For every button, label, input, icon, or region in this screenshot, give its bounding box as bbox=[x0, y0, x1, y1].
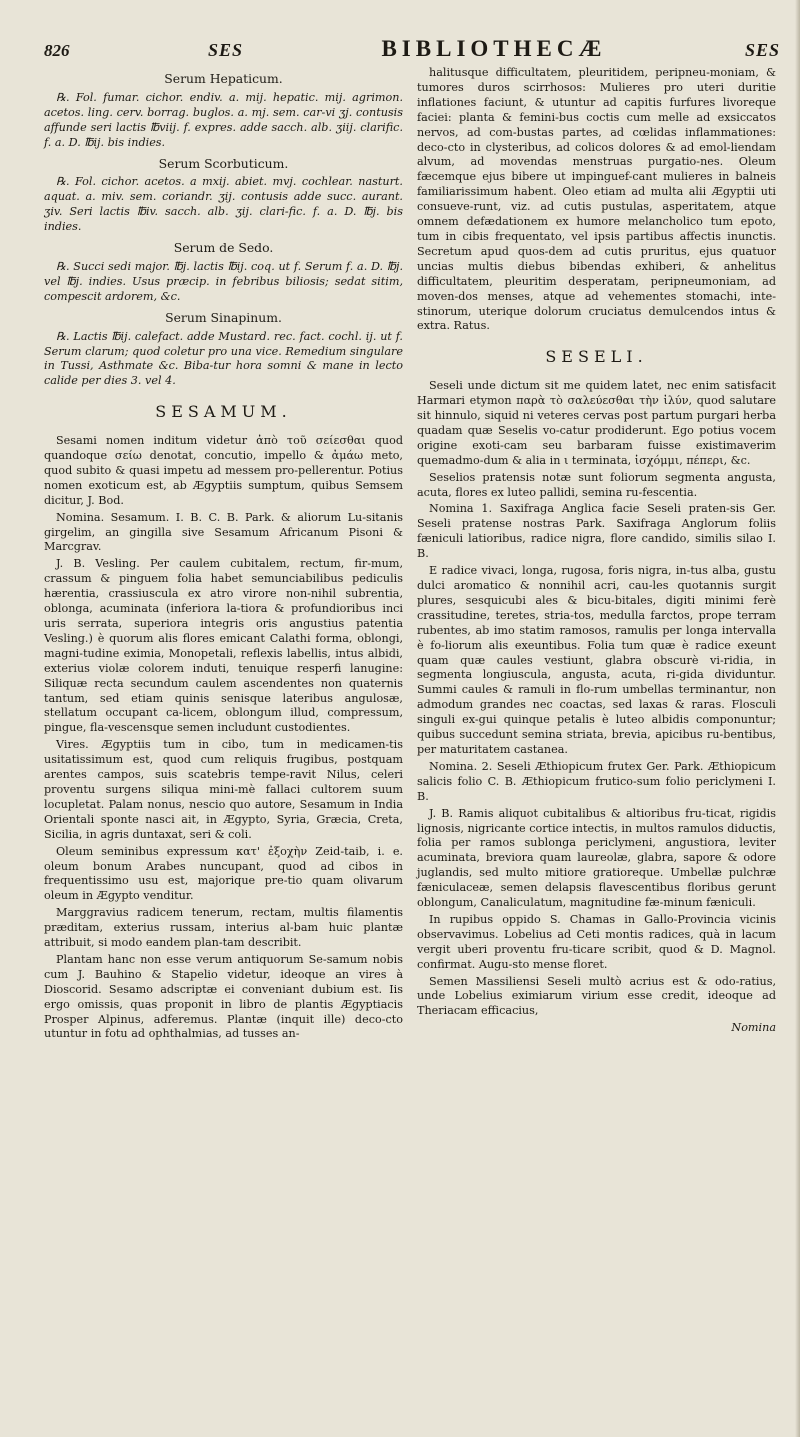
section-heading: Serum Hepaticum. bbox=[164, 71, 283, 86]
recipe-text: ℞. Lactis ℔ij. calefact. adde Mustard. rec. fact. cochl. ij. ut f. Serum clarum; quod coletur pro una vice. Remedium singulare in Tussi, Asthmate &c. Biba-tur hora somni & mane in lecto calide per dies 3. vel 4. bbox=[44, 329, 403, 388]
chapter-heading: SESELI. bbox=[545, 347, 648, 367]
recipe-text: ℞. Fol. fumar. cichor. endiv. a. mij. hepatic. mij. agrimon. acetos. ling. cerv. borrag. buglos. a. mj. sem. car-vi ʒj. contusis affunde seri lactis ℔viij. f. expres. adde sacch. alb. ʒiij. clarific. f. a. D. ℔ij. bis indies. bbox=[44, 90, 403, 149]
recipe-text: ℞. Succi sedi major. ℔j. lactis ℔ij. coq. ut f. Serum f. a. D. ℔j. vel ℔j. indies. Usus præcip. in febribus biliosis; sedat sitim, compescit ardorem, &c. bbox=[44, 259, 403, 303]
left-column bbox=[44, 66, 403, 1044]
body-paragraph: Seselios pratensis notæ sunt foliorum segmenta angusta, acuta, flores ex luteo pallidi, semina ru-fescentia. bbox=[417, 470, 776, 499]
body-paragraph: E radice vivaci, longa, rugosa, foris nigra, in-tus alba, gustu dulci aromatico & nonnihil acri, cau-les quotannis surgit plures, sesquicubi ales & bicu-bitales, digiti minimi ferè crassitudine, teretes, stria-tos, medulla farctos, prope terram rubentes, ab imo statim ramosos, ramulis per longa intervalla è fo-liorum alis exeuntibus. Folia tum quæ è radice exeunt quam quæ caules vestiunt, glabra obscurè vi-ridia, in segmenta longiuscula, angusta, acuta, ri-gida dividuntur. Summi caules & ramuli in flo-rum umbellas terminantur, non admodum grandes nec coactas, sed laxas & raras. Flosculi singuli ex-gui quinque petalis è luteo albidis componuntur; quibus succedunt semina striata, brevia, apicibus ru-bentibus, per maturitatem castanea. bbox=[417, 564, 776, 756]
body-paragraph: Oleum seminibus expressum κατ' ἐξοχὴν Zeid-taib, i. e. oleum bonum Arabes nuncupant, quod ad cibos in frequentissimo usu est, majorique pre-tio quam olivarum oleum in Ægypto venditur. bbox=[44, 844, 403, 903]
catchword: Nomina bbox=[731, 1021, 776, 1035]
running-head-right-abbrev: SES bbox=[744, 40, 780, 60]
chapter-heading: SESAMUM. bbox=[155, 402, 292, 422]
page-number: 826 bbox=[44, 41, 70, 60]
section-heading: Serum Sinapinum. bbox=[165, 309, 282, 325]
recipe-text: ℞. Fol. cichor. acetos. a mxij. abiet. mvj. cochlear. nasturt. aquat. a. miv. sem. coriandr. ʒij. contusis adde succ. aurant. ʒiv. Seri lactis ℔iv. sacch. alb. ʒij. clari-fic. f. a. D. ℔j. bis indies. bbox=[44, 175, 403, 234]
body-paragraph: Marggravius radicem tenerum, rectam, multis filamentis præditam, exterius russam, interius al-bam huic plantæ attribuit, si modo eandem plan-tam describit. bbox=[44, 906, 403, 950]
body-paragraph: Semen Massiliensi Seseli multò acrius est & odo-ratius, unde Lobelius eximiarum virium esse credit, ideoque ad Theriacam efficacius, bbox=[417, 974, 776, 1018]
running-head-title: BIBLIOTHECÆ bbox=[381, 36, 607, 61]
running-head bbox=[44, 36, 780, 66]
body-paragraph: Nomina. 2. Seseli Æthiopicum frutex Ger. Park. Æthiopicum salicis folio C. B. Æthiopicum frutico-sum folio periclymeni I. B. bbox=[417, 759, 776, 803]
body-paragraph: Nomina 1. Saxifraga Anglica facie Seseli praten-sis Ger. Seseli pratense nostras Park. Saxifraga Anglorum foliis fæniculi latioribus, radice nigra, flore candido, similis silao I. B. bbox=[417, 502, 776, 561]
body-paragraph: Seseli unde dictum sit me quidem latet, nec enim satisfacit Harmari etymon παρὰ τὸ σαλεύεσθαι τὴν ἰλύν, quod salutare sit hinnulo, siquid ni veteres cervas post partum purgari herba quadam quæ Seselis vo-catur prodiderunt. Ego potius vocem origine exoti-cam seu barbaram fuisse existimaverim quemadmo-dum & alia in ι terminata, ἰσχόμμι, πέπερι, &c. bbox=[417, 379, 776, 467]
body-paragraph: halitusque difficultatem, pleuritidem, peripneu-moniam, & tumores duros scirrhosos: Mulieres pro uteri duritie inflationes faciunt, & utuntur ad capitis furfures livoreque faciei: planta & femini-bus coctis cum melle ad exsiccatos nervos, ad com-bustas partes, ad cœlidas inflammationes: deco-cto in clysteribus, ad colicos dolores & ad emol-liendam alvum, ad movendas menstruas purgatio-nes. Oleum fæcemque ejus bibere ut impinguef-cant mulieres in balneis familiarissimum habent. Oleo etiam ad multa alii Ægyptii uti consueve-runt, viz. ad cutis pustulas, asperitatem, atque omnem defædationem ex humore melancholico tum epoto, tum in cibis frequentato, vel ipsis partibus affectis inunctis. Secretum apud quos-dem ad cutis pruritus, ejus quatuor uncias multis diebus bibendas exhiberi, & anhelitus difficultatem, pleuritim desperatam, peripneumoniam, ad moven-dos menses, atque ad vehementes stomachi, inte-stinorum, uterique dolorum cruciatus demulcendos intus & extra. Ratus. bbox=[417, 66, 776, 333]
body-paragraph: J. B. Ramis aliquot cubitalibus & altioribus fru-ticat, rigidis lignosis, nigricante cortice intectis, in multos ramulos diductis, folia per ramos sublonga periclymeni, angustiora, leviter acuminata, breviora quam laureolæ, glabra, sapore & odore juglandis, sed multo mitiore gratioreque. Umbellæ pulchræ fæniculaceæ, semen delapsis flavescentibus floribus gerunt oblongum, Canaliculatum, magnitudine fæ-minum fæniculi. bbox=[417, 806, 776, 910]
body-paragraph: Plantam hanc non esse verum antiquorum Se-samum nobis cum J. Bauhino & Stapelio videtur, ideoque an vires à Dioscorid. Sesamo adscriptæ ei conveniant dubium est. Iis ergo omissis, quas proponit in libro de plantis Ægyptiacis Prosper Alpinus, adferemus. Plantæ (inquit ille) deco-cto utuntur in fotu ad ophthalmias, ad tusses an- bbox=[44, 952, 403, 1041]
running-head-left-abbrev: SES bbox=[207, 40, 243, 60]
body-paragraph: Sesami nomen inditum videtur ἀπὸ τοῦ σείεσθαι quod quandoque σείω denotat, concutio, impello & ἀμάω meto, quod subito & quasi impetu ad messem pro-pellerentur. Potius nomen exoticum est, ab Ægyptiis sumptum, quibus Semsem dicitur, J. Bod. bbox=[44, 434, 403, 507]
text-columns bbox=[44, 66, 780, 1044]
right-column bbox=[417, 66, 776, 1044]
body-paragraph: In rupibus oppido S. Chamas in Gallo-Provincia vicinis observavimus. Lobelius ad Ceti montis radices, quà in lacum vergit uberi proventu fru-ticare scribit, quod & D. Magnol. confirmat. Augu-sto mense floret. bbox=[417, 912, 776, 971]
body-paragraph: Nomina. Sesamum. I. B. C. B. Park. & aliorum Lu-sitanis girgelim, an gingilla sive Sesamum Africanum Pisoni & Marcgrav. bbox=[44, 510, 403, 554]
body-paragraph: J. B. Vesling. Per caulem cubitalem, rectum, fir-mum, crassum & pinguem folia habet semunciabilibus pediculis hærentia, crassiuscula ex atro virore non-nihil subrentia, oblonga, acuminata (inferiora la-tiora & profundioribus inci uris serrata, superiora integris oris angustius patentia Vesling.) è quorum alis flores emicant Calathi forma, oblongi, magni-tudine eximia, Monopetali, reflexis labellis, intus albidi, exterius violæ colorem induti, tenuique resperfi lanugine: Siliquæ recta secundum caulem ascendentes non quaternis tantum, sed etiam quinis senisque lateribus angulosæ, stellatum occupant ca-licem, oblongum illud, compressum, pingue, fla-vescensque semen includunt custodientes. bbox=[44, 557, 403, 735]
section-heading: Serum Scorbuticum. bbox=[158, 155, 289, 171]
page-edge-shadow bbox=[795, 0, 800, 1437]
section-heading: Serum de Sedo. bbox=[173, 240, 274, 256]
body-paragraph: Vires. Ægyptiis tum in cibo, tum in medicamen-tis usitatissimum est, quod cum reliquis frugibus, postquam arentes campos, suis scatebris tempe-ravit Nilus, celeri proventu surgens siliqua mini-mè fallaci cultorem suum locupletat. Palam nonus, nescio quo autore, Sesamum in India Orientali sponte nasci ait, in Ægypto, Syria, Græcia, Creta, Sicilia, in agris duntaxat, seri & coli. bbox=[44, 738, 403, 841]
